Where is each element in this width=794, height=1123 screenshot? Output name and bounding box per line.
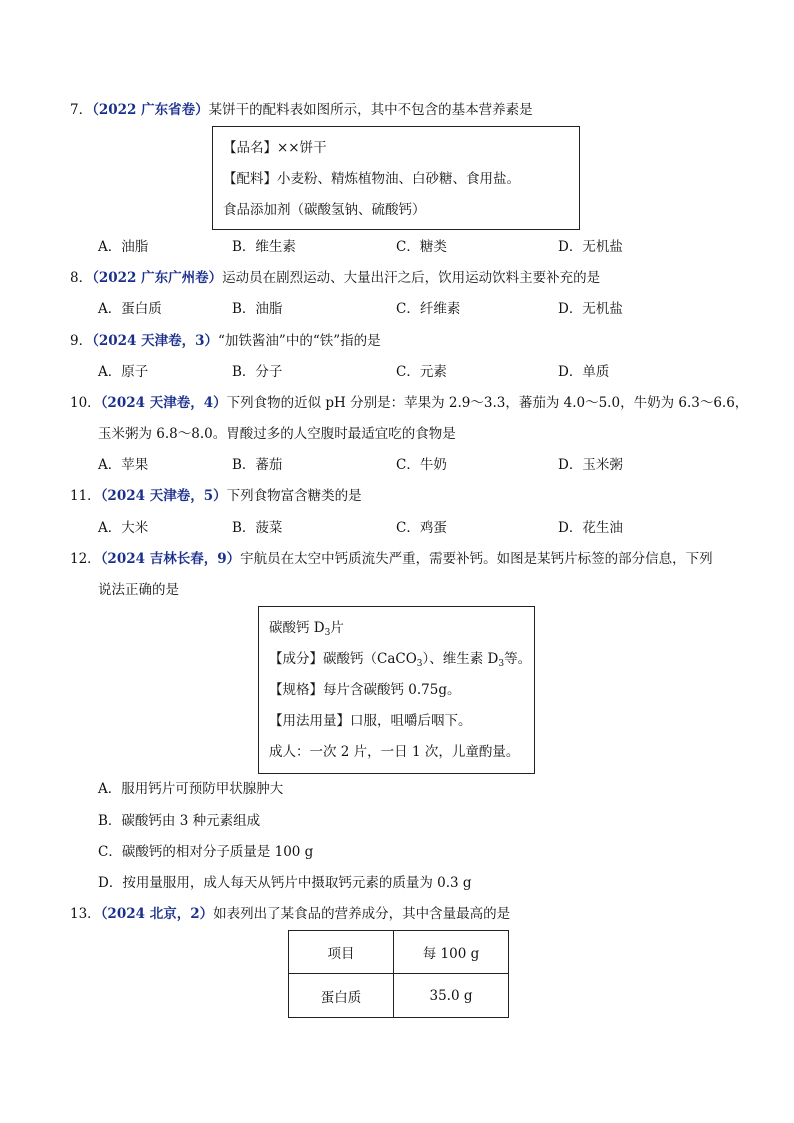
question-source: （2022 广东广州卷） <box>92 270 223 286</box>
option-a[interactable]: A．原子 <box>98 364 149 380</box>
question-number: 9． <box>70 333 93 349</box>
question-12-stem <box>70 550 713 568</box>
option-d[interactable]: D．按用量服用，成人每天从钙片中摄取钙元素的质量为 0.3 g <box>98 875 472 891</box>
option-a[interactable]: A．大米 <box>98 520 149 536</box>
option-b[interactable]: B．菠菜 <box>232 520 283 536</box>
question-13-stem <box>70 905 510 923</box>
option-c[interactable]: C．鸡蛋 <box>396 520 447 536</box>
question-text: 如表列出了某食品的营养成分，其中含量最高的是 <box>213 906 511 922</box>
option-c[interactable]: C．牛奶 <box>396 457 447 473</box>
question-11-stem <box>70 487 362 505</box>
question-7-stem <box>70 101 533 119</box>
option-b[interactable]: B．维生素 <box>232 239 296 255</box>
question-source: （2024 吉林长春，9） <box>100 551 241 567</box>
question-11-options <box>98 519 738 537</box>
option-d[interactable]: D．花生油 <box>558 520 623 536</box>
question-9-stem <box>70 332 381 350</box>
question-8-stem <box>70 269 600 287</box>
option-d[interactable]: D．玉米粥 <box>558 457 623 473</box>
option-d[interactable]: D．单质 <box>558 364 610 380</box>
question-number: 10． <box>70 395 101 411</box>
option-b[interactable]: B．蕃茄 <box>232 457 283 473</box>
option-b[interactable]: B．分子 <box>232 364 283 380</box>
option-d[interactable]: D．无机盐 <box>558 301 623 317</box>
question-10-stem-continued: 玉米粥为 6.8～8.0。胃酸过多的人空腹时最适宜吃的食物是 <box>98 426 456 442</box>
question-source: （2024 北京，2） <box>100 906 214 922</box>
question-source: （2022 广东省卷） <box>92 102 209 118</box>
table-cell-value: 35.0 g <box>394 974 509 1018</box>
question-12-stem-continued: 说法正确的是 <box>98 582 179 598</box>
tablet-label-line: 成人：一次 2 片，一日 1 次，儿童酌量。 <box>269 744 520 760</box>
option-c[interactable]: C．糖类 <box>396 239 447 255</box>
question-text: 下列食物的近似 pH 分别是：苹果为 2.9～3.3，蕃茄为 4.0～5.0，牛奶为 6.3～6.6， <box>226 395 749 411</box>
option-c[interactable]: C．纤维素 <box>396 301 461 317</box>
question-number: 12． <box>70 551 101 567</box>
question-text: 下列食物富含糖类的是 <box>226 488 362 504</box>
question-text: “加铁酱油”中的“铁”指的是 <box>218 333 381 349</box>
question-source: （2024 天津卷，5） <box>100 488 227 504</box>
option-a[interactable]: A．苹果 <box>98 457 149 473</box>
ingredient-label-line: 【配料】小麦粉、精炼植物油、白砂糖、食用盐。 <box>223 171 520 187</box>
table-header-per-100g: 每 100 g <box>394 931 509 974</box>
tablet-label-line: 【规格】每片含碳酸钙 0.75g。 <box>269 682 461 698</box>
tablet-label-line: 【成分】碳酸钙（CaCO$_3$）、维生素 $D_3$等。 <box>269 651 532 669</box>
question-10-options <box>98 456 738 474</box>
question-number: 13． <box>70 906 101 922</box>
question-text: 运动员在剧烈运动、大量出汗之后，饮用运动饮料主要补充的是 <box>222 270 601 286</box>
question-7-options <box>98 238 738 256</box>
option-c[interactable]: C．元素 <box>396 364 447 380</box>
ingredient-label-box <box>212 126 580 230</box>
table-header-row <box>289 931 509 974</box>
option-b[interactable]: B．碳酸钙由 3 种元素组成 <box>98 813 261 829</box>
question-number: 11． <box>70 488 101 504</box>
question-source: （2024 天津卷，3） <box>92 333 219 349</box>
ingredient-label-line: 【品名】××饼干 <box>223 140 327 156</box>
table-row <box>289 974 509 1018</box>
tablet-label-line: 【用法用量】口服，咀嚼后咽下。 <box>269 713 472 729</box>
question-number: 7． <box>70 102 93 118</box>
question-8-options <box>98 300 738 318</box>
tablet-label-title: 碳酸钙 $D_3$片 <box>269 620 344 638</box>
option-a[interactable]: A．服用钙片可预防甲状腺肿大 <box>98 781 284 797</box>
nutrition-table <box>288 930 509 1018</box>
option-c[interactable]: C．碳酸钙的相对分子质量是 100 g <box>98 844 314 860</box>
question-source: （2024 天津卷，4） <box>100 395 227 411</box>
option-a[interactable]: A．蛋白质 <box>98 301 162 317</box>
ingredient-label-line: 食品添加剂（碳酸氢钠、硫酸钙） <box>223 202 426 218</box>
question-text: 某饼干的配料表如图所示，其中不包含的基本营养素是 <box>208 102 533 118</box>
option-b[interactable]: B．油脂 <box>232 301 283 317</box>
option-a[interactable]: A．油脂 <box>98 239 149 255</box>
question-number: 8． <box>70 270 93 286</box>
question-10-stem <box>70 394 748 412</box>
question-9-options <box>98 363 738 381</box>
table-cell-item: 蛋白质 <box>289 974 394 1018</box>
table-header-item: 项目 <box>289 931 394 974</box>
option-d[interactable]: D．无机盐 <box>558 239 623 255</box>
calcium-tablet-label-box <box>258 606 535 774</box>
question-text: 宇航员在太空中钙质流失严重，需要补钙。如图是某钙片标签的部分信息，下列 <box>240 551 713 567</box>
